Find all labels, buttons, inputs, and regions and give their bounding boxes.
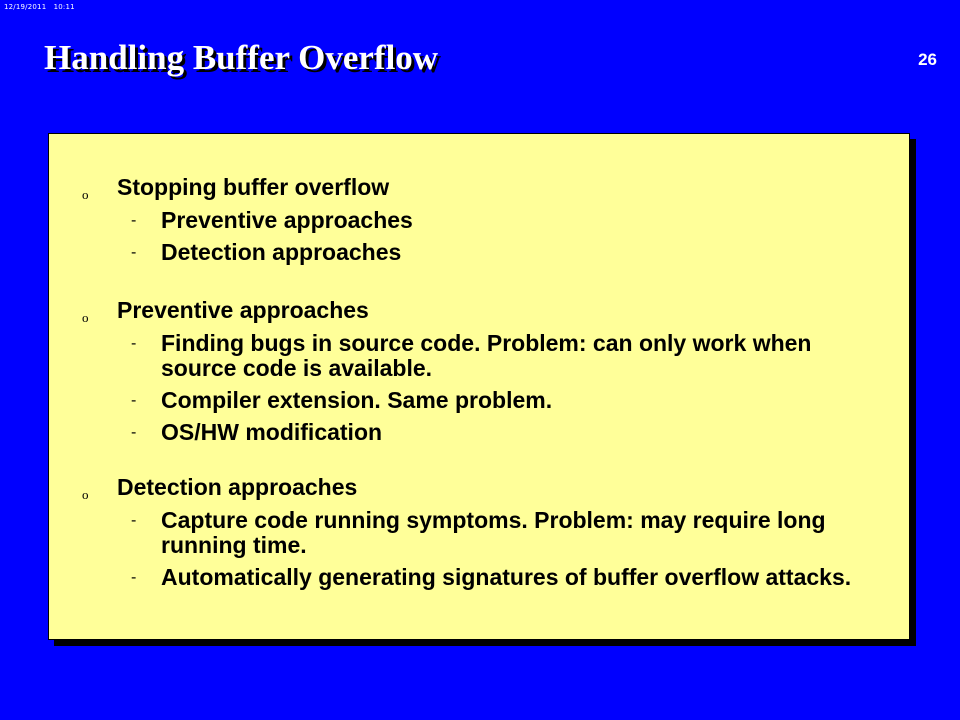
sub-item-text: Detection approaches bbox=[161, 239, 402, 265]
sub-item bbox=[49, 388, 909, 413]
sub-item bbox=[49, 508, 909, 558]
sub-item-text: Capture code running symptoms. Problem: may require long running time. bbox=[161, 507, 826, 558]
sub-item bbox=[49, 208, 909, 233]
slide-title: Handling Buffer Overflow bbox=[44, 38, 439, 77]
slide-timestamp: 12/19/2011 10:11 bbox=[4, 3, 75, 11]
dash-icon: - bbox=[131, 212, 137, 229]
bullet-row bbox=[49, 297, 909, 331]
sub-item-text: Finding bugs in source code. Problem: can only work when source code is available. bbox=[161, 330, 812, 381]
dash-icon: - bbox=[131, 512, 137, 529]
section-preventive-approaches bbox=[49, 297, 909, 452]
bullet-icon: o bbox=[82, 487, 89, 502]
bullet-heading: Preventive approaches bbox=[117, 297, 369, 323]
dash-icon: - bbox=[131, 424, 137, 441]
content-box bbox=[48, 133, 910, 640]
sub-item-text: Compiler extension. Same problem. bbox=[161, 387, 553, 413]
section-stopping-buffer-overflow bbox=[49, 174, 909, 272]
sub-item bbox=[49, 420, 909, 445]
bullet-heading: Stopping buffer overflow bbox=[117, 174, 390, 200]
sub-item-text: Preventive approaches bbox=[161, 207, 413, 233]
dash-icon: - bbox=[131, 569, 137, 586]
dash-icon: - bbox=[131, 392, 137, 409]
bullet-icon: o bbox=[82, 310, 89, 325]
sub-item-text: OS/HW modification bbox=[161, 419, 383, 445]
bullet-row bbox=[49, 174, 909, 208]
bullet-row bbox=[49, 474, 909, 508]
sub-item bbox=[49, 240, 909, 265]
sub-item-text: Automatically generating signatures of buffer overflow attacks. bbox=[161, 564, 852, 590]
dash-icon: - bbox=[131, 244, 137, 261]
bullet-icon: o bbox=[82, 187, 89, 202]
dash-icon: - bbox=[131, 335, 137, 352]
bullet-heading: Detection approaches bbox=[117, 474, 358, 500]
sub-item bbox=[49, 331, 909, 381]
section-detection-approaches bbox=[49, 474, 909, 597]
slide-page-number: 26 bbox=[918, 50, 937, 69]
sub-item bbox=[49, 565, 909, 590]
